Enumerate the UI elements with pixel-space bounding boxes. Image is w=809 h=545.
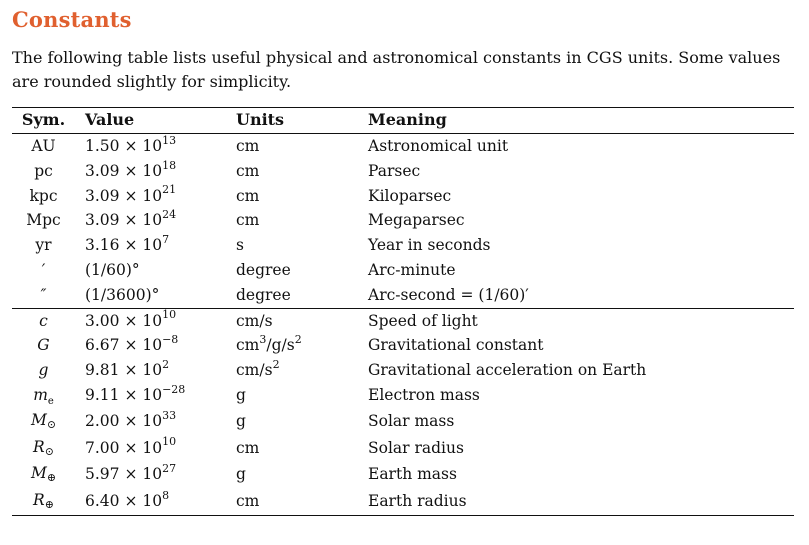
row-meaning: Year in seconds — [368, 236, 491, 255]
table-row — [12, 488, 794, 515]
row-meaning: Arc-minute — [368, 260, 456, 279]
table-row — [12, 283, 794, 308]
table-row — [12, 333, 794, 358]
row-meaning: Kiloparsec — [368, 186, 452, 205]
row-value: $3.09 \times 10^{18}$ — [85, 158, 177, 180]
row-value: $9.81 \times 10^2$ — [85, 358, 170, 380]
table-row — [12, 383, 794, 408]
header-meaning: Meaning — [368, 108, 794, 134]
row-value: $3.00 \times 10^{10}$ — [75, 308, 236, 333]
row-meaning: Gravitational acceleration on Earth — [368, 361, 647, 380]
row-value: $9.11 \times 10^{-28}$ — [85, 382, 186, 404]
header-value: Value — [75, 108, 236, 134]
table-header-row — [12, 108, 794, 134]
table-row — [12, 184, 794, 209]
row-meaning: Megaparsec — [368, 211, 465, 230]
row-symbol: pc — [34, 161, 53, 180]
table-row — [12, 208, 794, 233]
section-title: Constants — [12, 7, 132, 32]
row-symbol: M⊙ — [30, 410, 57, 431]
table-row — [12, 435, 794, 462]
row-units: cm/s — [236, 308, 368, 333]
row-value: $7.00 \times 10^{10}$ — [85, 435, 177, 457]
row-value: $6.67 \times 10^{-8}$ — [85, 333, 179, 355]
row-symbol: R⊙ — [33, 437, 54, 458]
row-symbol: AU — [31, 137, 56, 155]
intro-paragraph: The following table lists useful physical and astronomical constants in CGS units. Some values are rounded slightly for simplicity. — [12, 48, 781, 91]
row-symbol: ″ — [40, 285, 47, 304]
row-units: g — [236, 465, 246, 484]
row-value: $1.50 \times 10^{13}$ — [85, 133, 177, 155]
row-units: cm — [236, 438, 260, 457]
row-symbol: c — [12, 308, 75, 333]
row-meaning: Gravitational constant — [368, 336, 544, 355]
table-row — [12, 159, 794, 184]
table-row — [12, 233, 794, 258]
row-value: $5.97 \times 10^{27}$ — [85, 462, 177, 484]
row-symbol: R⊕ — [12, 488, 75, 515]
row-units: cm — [236, 161, 260, 180]
row-meaning: Earth mass — [368, 465, 457, 484]
row-meaning: Parsec — [368, 161, 421, 180]
row-units: $cm/s^2$ — [236, 358, 280, 380]
row-value: $3.09 \times 10^{21}$ — [85, 183, 177, 205]
table-row — [12, 358, 794, 383]
earth-symbol-icon: ⊕ — [44, 498, 54, 512]
row-value: (1/3600)° — [85, 285, 160, 304]
row-value: $3.09 \times 10^{24}$ — [85, 208, 177, 230]
row-units: cm — [236, 211, 260, 230]
row-meaning: Solar radius — [368, 438, 464, 457]
row-units: degree — [236, 260, 291, 279]
row-symbol: yr — [35, 236, 52, 255]
row-meaning: Astronomical unit — [368, 137, 509, 155]
row-symbol: g — [38, 361, 49, 380]
row-meaning: Solar mass — [368, 411, 455, 430]
row-units: g — [236, 411, 246, 430]
row-units: s — [236, 236, 244, 255]
row-value: $2.00 \times 10^{33}$ — [85, 408, 177, 430]
table-row — [12, 134, 794, 159]
header-units: Units — [236, 108, 368, 134]
row-meaning: Electron mass — [368, 385, 480, 404]
row-units: cm — [236, 186, 260, 205]
sun-symbol-icon: ⊙ — [44, 444, 54, 458]
row-meaning: Arc-second = (1/60)′ — [368, 285, 529, 304]
row-units: cm — [236, 488, 368, 515]
header-sym: Sym. — [12, 108, 75, 134]
row-meaning: Speed of light — [368, 308, 794, 333]
row-symbol: ′ — [41, 260, 46, 279]
row-value: $3.16 \times 10^7$ — [85, 233, 170, 255]
row-units: cm — [236, 137, 260, 155]
table-row — [12, 308, 794, 333]
row-value: $6.40 \times 10^8$ — [75, 488, 236, 515]
row-units: degree — [236, 285, 291, 304]
table-row — [12, 461, 794, 488]
document-page — [12, 6, 794, 512]
row-value: (1/60)° — [85, 260, 140, 279]
row-symbol: G — [37, 336, 50, 355]
table-row — [12, 408, 794, 435]
row-symbol: Mpc — [26, 211, 61, 230]
row-symbol: kpc — [29, 186, 58, 205]
row-units: g — [236, 385, 246, 404]
constants-table — [12, 107, 794, 516]
row-units: $cm^3/g/s^2$ — [236, 333, 302, 355]
earth-symbol-icon: ⊕ — [46, 471, 57, 485]
row-meaning: Earth radius — [368, 488, 794, 515]
table-row — [12, 258, 794, 283]
row-symbol: M⊕ — [30, 464, 57, 485]
row-symbol: $m_e$ — [33, 385, 54, 408]
sun-symbol-icon: ⊙ — [46, 417, 57, 431]
